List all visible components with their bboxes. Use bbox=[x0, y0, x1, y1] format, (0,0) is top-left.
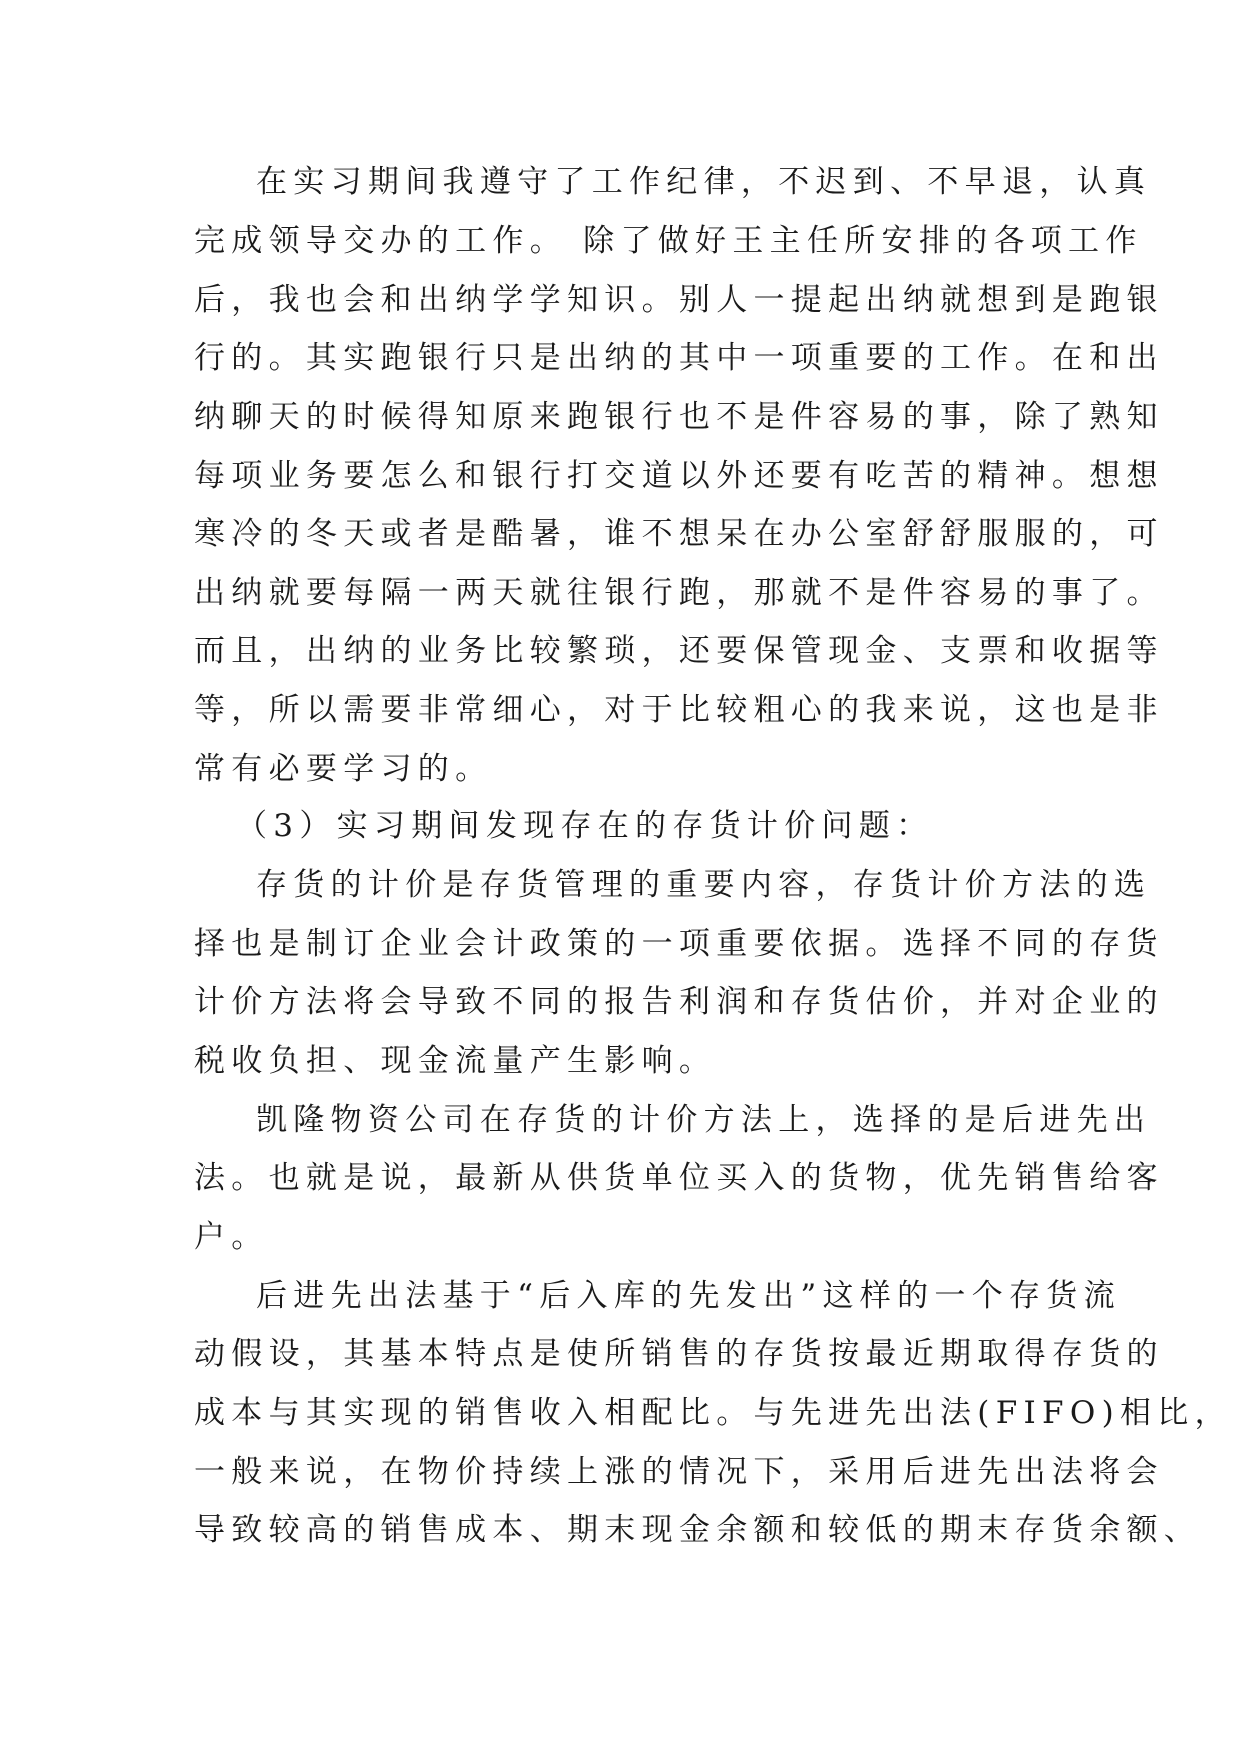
paragraph-line: 常有必要学习的。 bbox=[194, 751, 493, 787]
paragraph-line: 出纳就要每隔一两天就往银行跑，那就不是件容易的事了。 bbox=[194, 575, 1164, 611]
paragraph-line: 纳聊天的时候得知原来跑银行也不是件容易的事，除了熟知 bbox=[194, 399, 1164, 435]
paragraph-line: 完成领导交办的工作。 除了做好王主任所安排的各项工作 bbox=[194, 223, 1143, 259]
paragraph-line: 每项业务要怎么和银行打交道以外还要有吃苦的精神。想想 bbox=[194, 458, 1164, 494]
paragraph-line: 计价方法将会导致不同的报告利润和存货估价，并对企业的 bbox=[194, 984, 1164, 1020]
paragraph-line: 导致较高的销售成本、期末现金余额和较低的期末存货余额、 bbox=[194, 1512, 1202, 1548]
paragraph-line: 行的。其实跑银行只是出纳的其中一项重要的工作。在和出 bbox=[194, 340, 1164, 376]
paragraph-line: 一般来说，在物价持续上涨的情况下，采用后进先出法将会 bbox=[194, 1454, 1164, 1490]
paragraph-line: 存货的计价是存货管理的重要内容，存货计价方法的选 bbox=[256, 867, 1152, 903]
paragraph-line: 动假设，其基本特点是使所销售的存货按最近期取得存货的 bbox=[194, 1336, 1164, 1372]
paragraph-line: 在实习期间我遵守了工作纪律，不迟到、不早退，认真 bbox=[256, 164, 1152, 200]
paragraph-line: 等，所以需要非常细心，对于比较粗心的我来说，这也是非 bbox=[194, 692, 1164, 728]
paragraph-line: 后进先出法基于“后入库的先发出”这样的一个存货流 bbox=[256, 1278, 1121, 1314]
paragraph-line: 成本与其实现的销售收入相配比。与先进先出法(FIFO)相比， bbox=[194, 1395, 1232, 1431]
paragraph-line: 寒冷的冬天或者是酷暑，谁不想呆在办公室舒舒服服的，可 bbox=[194, 516, 1164, 552]
paragraph-line: 择也是制订企业会计政策的一项重要依据。选择不同的存货 bbox=[194, 926, 1164, 962]
section-heading: （3）实习期间发现存在的存货计价问题： bbox=[236, 808, 934, 844]
paragraph-line: 税收负担、现金流量产生影响。 bbox=[194, 1043, 717, 1079]
paragraph-line: 凯隆物资公司在存货的计价方法上，选择的是后进先出 bbox=[256, 1102, 1152, 1138]
paragraph-line: 户。 bbox=[194, 1219, 269, 1255]
paragraph-line: 而且，出纳的业务比较繁琐，还要保管现金、支票和收据等 bbox=[194, 633, 1164, 669]
paragraph-line: 法。也就是说，最新从供货单位买入的货物，优先销售给客 bbox=[194, 1160, 1164, 1196]
paragraph-line: 后，我也会和出纳学学知识。别人一提起出纳就想到是跑银 bbox=[194, 282, 1164, 318]
